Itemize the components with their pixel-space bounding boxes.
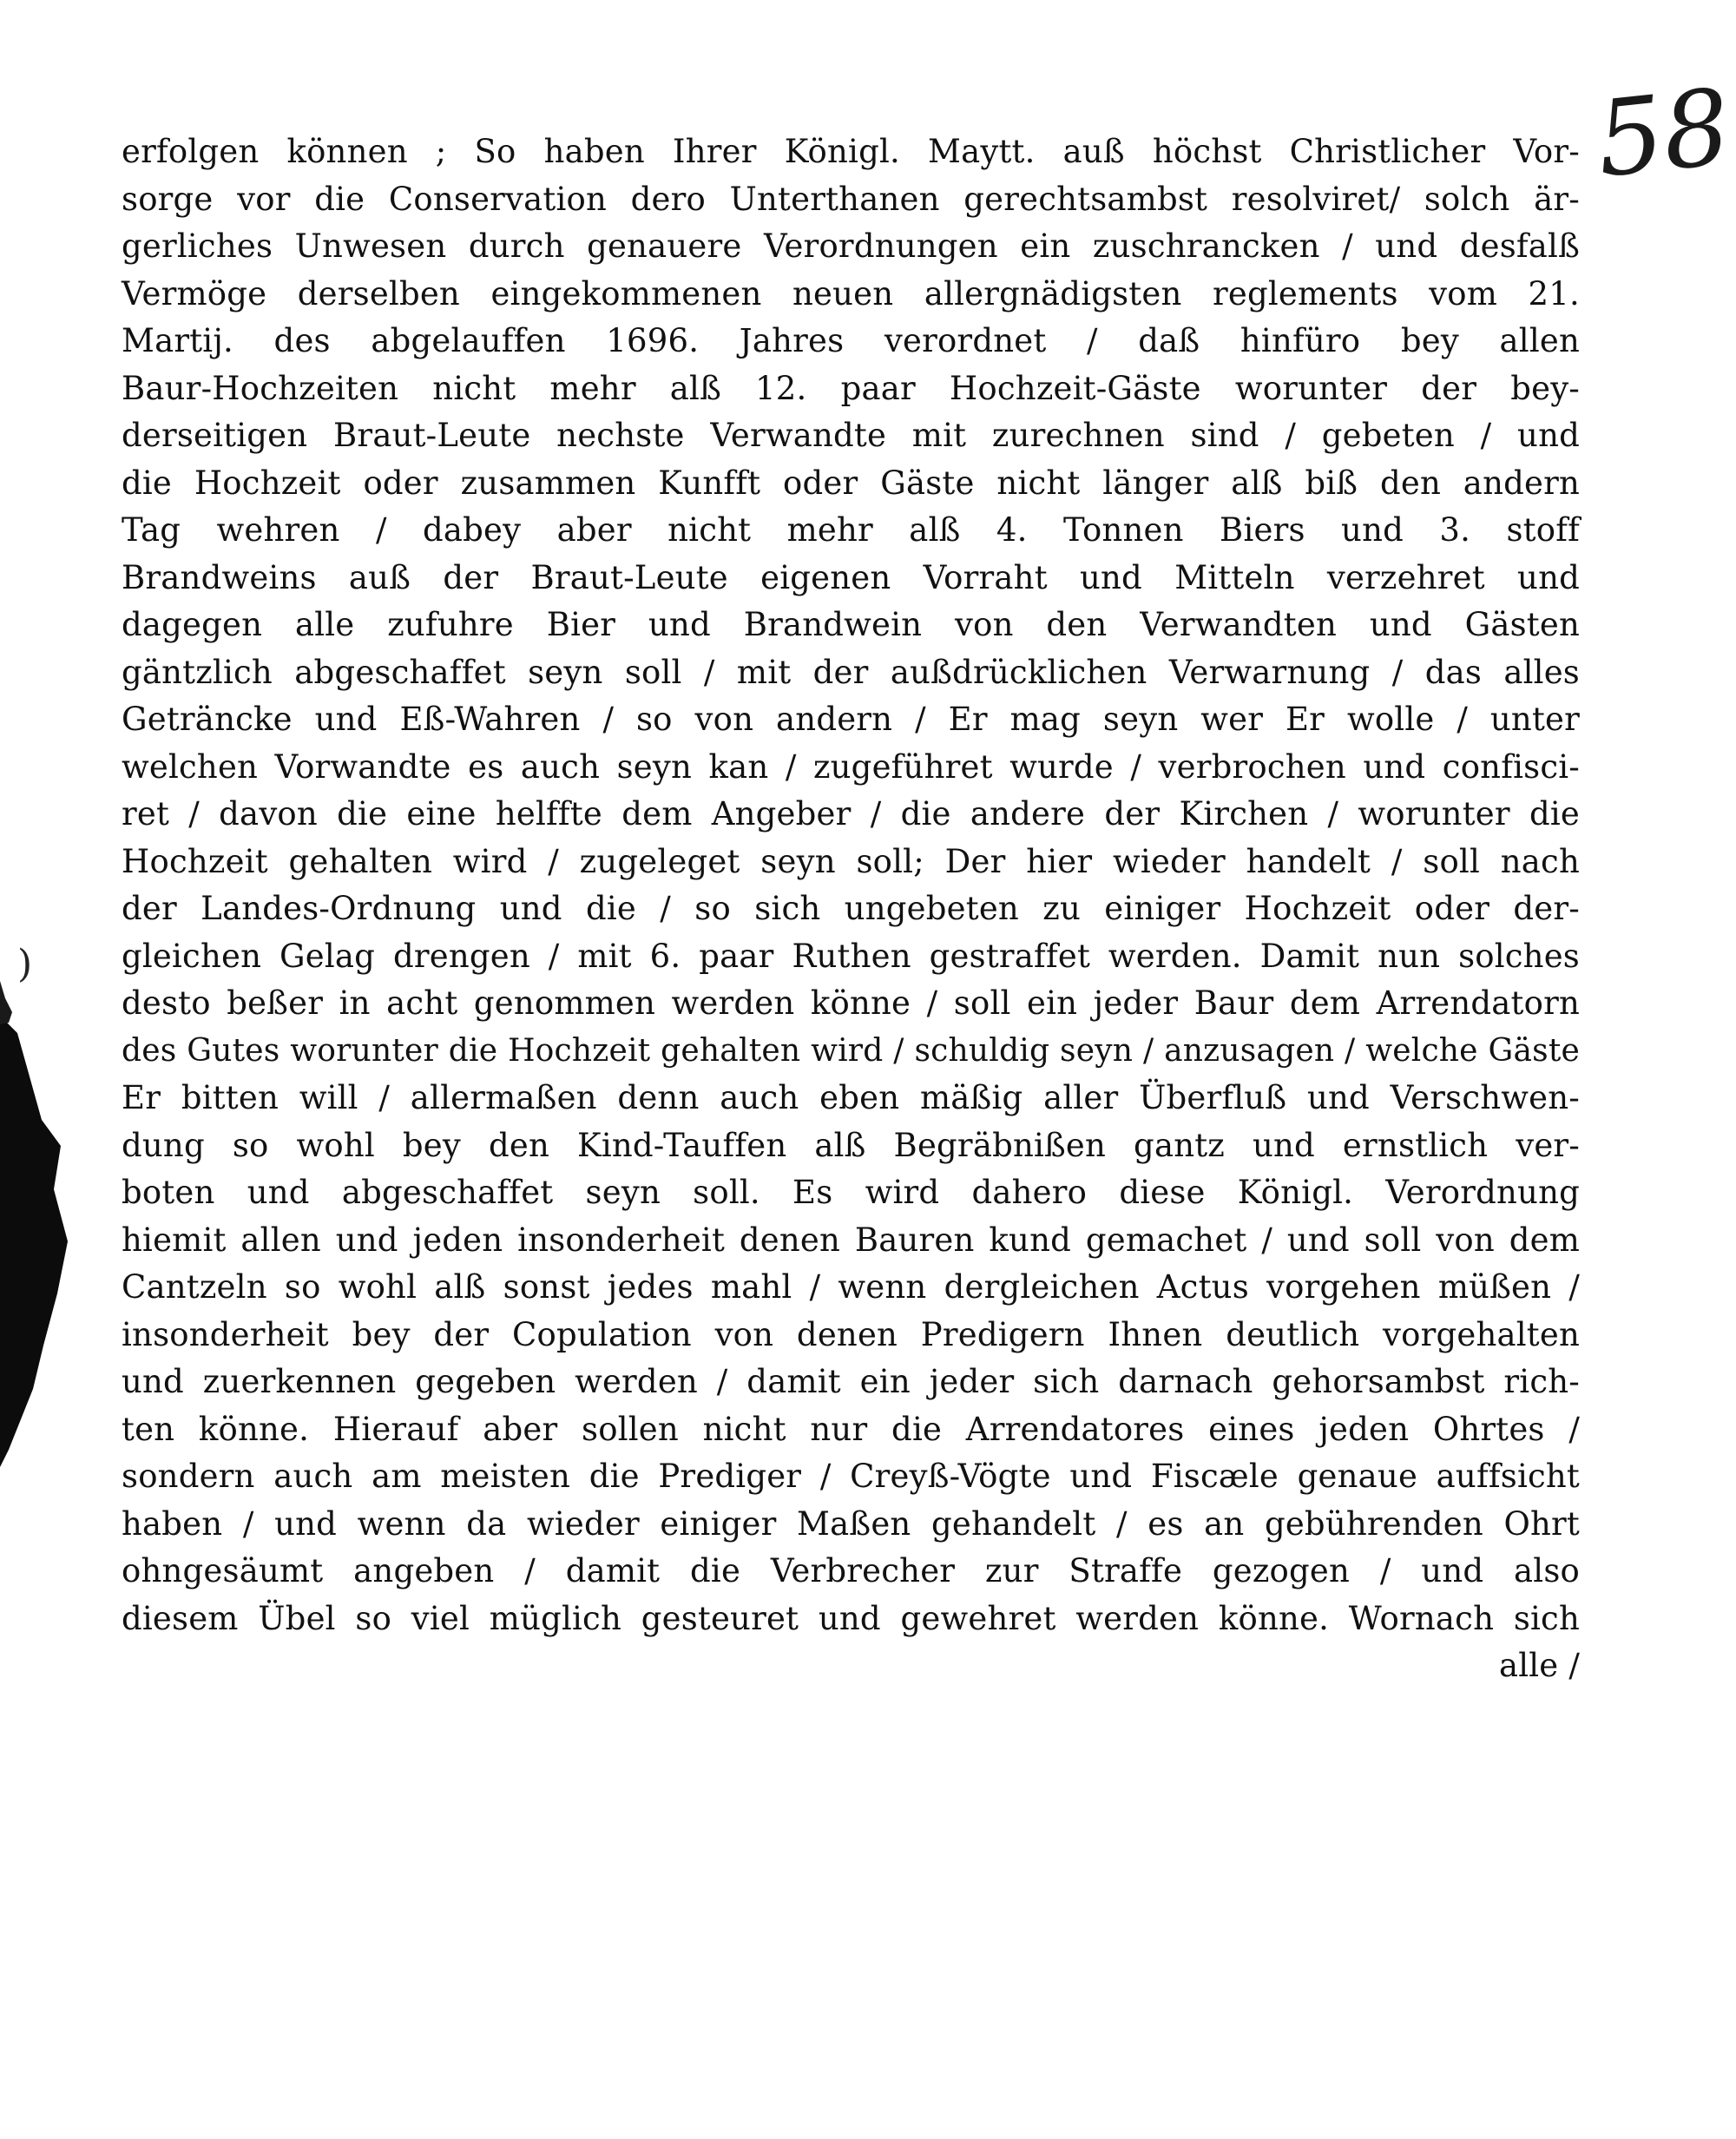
text-line: des Gutes worunter die Hochzeit gehalten wird / schuldig seyn / anzusagen / welche Gäste bbox=[122, 1032, 1580, 1069]
text-line: boten und abgeschaffet seyn soll. Es wird dahero diese Königl. Verordnung bbox=[122, 1174, 1580, 1211]
body-text bbox=[122, 128, 1580, 1690]
text-line: und zuerkennen gegeben werden / damit ein jeder sich darnach gehorsambst rich- bbox=[122, 1363, 1580, 1400]
text-line: hiemit allen und jeden insonderheit denen Bauren kund gemachet / und soll von dem bbox=[122, 1221, 1580, 1259]
text-line: ohngesäumt angeben / damit die Verbrecher zur Straffe gezogen / und also bbox=[122, 1552, 1580, 1589]
text-line: gleichen Gelag drengen / mit 6. paar Ruthen gestraffet werden. Damit nun solches bbox=[122, 937, 1580, 975]
text-line: Cantzeln so wohl alß sonst jedes mahl / wenn dergleichen Actus vorgehen müßen / bbox=[122, 1268, 1580, 1306]
text-line: erfolgen können ; So haben Ihrer Königl. Maytt. auß höchst Christlicher Vor- bbox=[122, 133, 1580, 170]
text-line: Geträncke und Eß-Wahren / so von andern / Er mag seyn wer Er wolle / unter bbox=[122, 701, 1580, 738]
text-line: dagegen alle zufuhre Bier und Brandwein von den Verwandten und Gästen bbox=[122, 606, 1580, 643]
margin-mark: ) bbox=[17, 942, 33, 986]
page-number: 58 bbox=[1591, 67, 1736, 201]
text-line: dung so wohl bey den Kind-Tauffen alß Begräbnißen gantz und ernstlich ver- bbox=[122, 1126, 1580, 1164]
text-line: diesem Übel so viel müglich gesteuret und gewehret werden könne. Wornach sich bbox=[122, 1599, 1580, 1637]
text-line: der Landes-Ordnung und die / so sich ungebeten zu einiger Hochzeit oder der- bbox=[122, 890, 1580, 927]
text-line: desto beßer in acht genommen werden könne / soll ein jeder Baur dem Arrendatorn bbox=[122, 984, 1580, 1022]
text-line: gerliches Unwesen durch genauere Verordnungen ein zuschrancken / und desfalß bbox=[122, 227, 1580, 265]
text-line: sondern auch am meisten die Prediger / Creyß-Vögte und Fiscæle genaue auffsicht bbox=[122, 1458, 1580, 1495]
text-line: ten könne. Hierauf aber sollen nicht nur die Arrendatores eines jeden Ohrtes / bbox=[122, 1410, 1580, 1448]
text-line: haben / und wenn da wieder einiger Maßen gehandelt / es an gebührenden Ohrt bbox=[122, 1504, 1580, 1543]
text-line: derseitigen Braut-Leute nechste Verwandte mit zurechnen sind / gebeten / und bbox=[122, 417, 1580, 454]
text-line: ret / davon die eine helffte dem Angeber / die andere der Kirchen / worunter die bbox=[122, 795, 1580, 833]
text-line: welchen Vorwandte es auch seyn kan / zugeführet wurde / verbrochen und confisci- bbox=[122, 747, 1580, 786]
text-line: insonderheit bey der Copulation von denen Predigern Ihnen deutlich vorgehalten bbox=[122, 1315, 1580, 1353]
catchword: alle / bbox=[1498, 1647, 1580, 1684]
text-line: Brandweins auß der Braut-Leute eigenen Vorraht und Mitteln verzehret und bbox=[122, 558, 1580, 596]
text-line: die Hochzeit oder zusammen Kunfft oder Gäste nicht länger alß biß den andern bbox=[122, 464, 1580, 502]
torn-page-edge bbox=[0, 981, 78, 1467]
text-line: gäntzlich abgeschaffet seyn soll / mit der außdrücklichen Verwarnung / das alles bbox=[122, 653, 1580, 691]
text-line: sorge vor die Conservation dero Unterthanen gerechtsambst resolviret/ solch är- bbox=[122, 180, 1580, 218]
text-line: Martij. des abgelauffen 1696. Jahres verordnet / daß hinfüro bey allen bbox=[122, 322, 1580, 359]
text-line: Hochzeit gehalten wird / zugeleget seyn soll; Der hier wieder handelt / soll nach bbox=[122, 842, 1580, 880]
text-line: Er bitten will / allermaßen denn auch eben mäßig aller Überfluß und Verschwen- bbox=[122, 1079, 1580, 1116]
text-line: Tag wehren / dabey aber nicht mehr alß 4. Tonnen Biers und 3. stoff bbox=[122, 511, 1580, 549]
text-line: Vermöge derselben eingekommenen neuen allergnädigsten reglements vom 21. bbox=[122, 274, 1580, 313]
text-line: Baur-Hochzeiten nicht mehr alß 12. paar Hochzeit-Gäste worunter der bey- bbox=[122, 369, 1580, 407]
